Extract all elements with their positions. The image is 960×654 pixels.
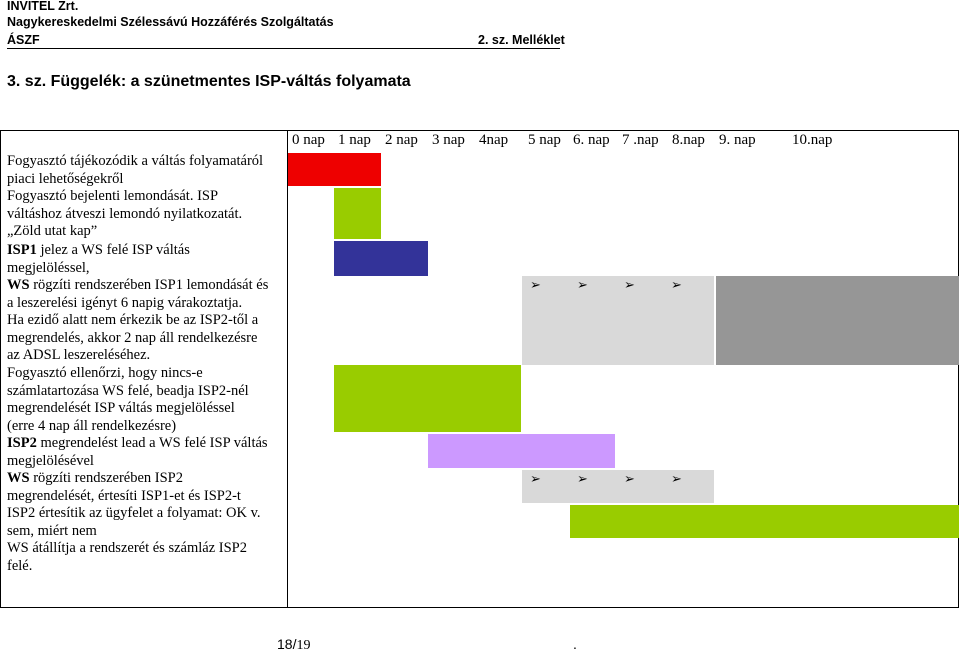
- gantt-cell-step4: [334, 241, 428, 276]
- arrow-icon: ➢: [530, 472, 541, 487]
- doc-code: ÁSZF: [7, 33, 40, 47]
- day-header: 3 nap: [432, 132, 465, 148]
- gantt-cell-step9: [522, 470, 714, 503]
- footer-dot: .: [573, 636, 577, 652]
- step-label: ISP1 jelez a WS felé ISP váltás megjelöléssel,: [7, 242, 190, 276]
- table-column-divider: [287, 130, 288, 608]
- gantt-cell-step10: [570, 505, 959, 538]
- step-label: „Zöld utat kap”: [7, 223, 98, 239]
- page-title: 3. sz. Függelék: a szünetmentes ISP-váltás folyamata: [7, 73, 411, 90]
- step-label: WS átállítja a rendszerét és számláz ISP2 felé.: [7, 540, 247, 574]
- day-header: 9. nap: [719, 132, 756, 148]
- arrow-icon: ➢: [577, 278, 588, 293]
- step-label: ISP2 értesítik az ügyfelet a folyamat: OK v. sem, miért nem: [7, 505, 261, 539]
- step-label: WS rögzíti rendszerében ISP2 megrendelését, értesíti ISP1-et és ISP2-t: [7, 470, 241, 504]
- step-label: Fogyasztó bejelenti lemondását. ISP váltáshoz átveszi lemondó nyilatkozatát.: [7, 188, 243, 222]
- gantt-cell-step1: [288, 153, 381, 186]
- day-header: 10.nap: [792, 132, 833, 148]
- day-header: 7 .nap: [622, 132, 659, 148]
- gantt-cell-step5-wait: [522, 276, 714, 365]
- service-name: Nagykereskedelmi Szélessávú Hozzáférés Szolgáltatás: [7, 15, 334, 29]
- step-label: Fogyasztó ellenőrzi, hogy nincs-e számlatartozása WS felé, beadja ISP2-nél megrendelését ISP váltás megjelöléssel (erre 4 nap áll rendelkezésre): [7, 365, 249, 434]
- gantt-cell-step8: [428, 434, 615, 468]
- step-label: Fogyasztó tájékozódik a váltás folyamatáról piaci lehetőségekről: [7, 153, 264, 187]
- gantt-cell-step7: [334, 365, 521, 432]
- day-header: 6. nap: [573, 132, 610, 148]
- arrow-icon: ➢: [624, 278, 635, 293]
- arrow-icon: ➢: [530, 278, 541, 293]
- page-number: 18/19: [277, 636, 311, 653]
- arrow-icon: ➢: [624, 472, 635, 487]
- day-header: 8.nap: [672, 132, 705, 148]
- step-label: Ha ezidő alatt nem érkezik be az ISP2-től a megrendelés, akkor 2 nap áll rendelkezésre az ADSL leszereléséhez.: [7, 312, 259, 363]
- step-label: ISP2 megrendelést lead a WS felé ISP váltás megjelölésével: [7, 435, 268, 469]
- company-name: INVITEL Zrt.: [7, 0, 79, 13]
- header-divider: [7, 48, 560, 49]
- day-header: 5 nap: [528, 132, 561, 148]
- day-header: 2 nap: [385, 132, 418, 148]
- day-header: 1 nap: [338, 132, 371, 148]
- arrow-icon: ➢: [577, 472, 588, 487]
- day-header: 4nap: [479, 132, 509, 148]
- arrow-icon: ➢: [671, 278, 682, 293]
- annex-label: 2. sz. Melléklet: [478, 33, 565, 47]
- arrow-icon: ➢: [671, 472, 682, 487]
- day-header: 0 nap: [292, 132, 325, 148]
- gantt-cell-step6-removal: [716, 276, 959, 365]
- gantt-cell-step2: [334, 188, 381, 239]
- step-label: WS rögzíti rendszerében ISP1 lemondását és a leszerelési igényt 6 napig várakoztatja.: [7, 277, 269, 311]
